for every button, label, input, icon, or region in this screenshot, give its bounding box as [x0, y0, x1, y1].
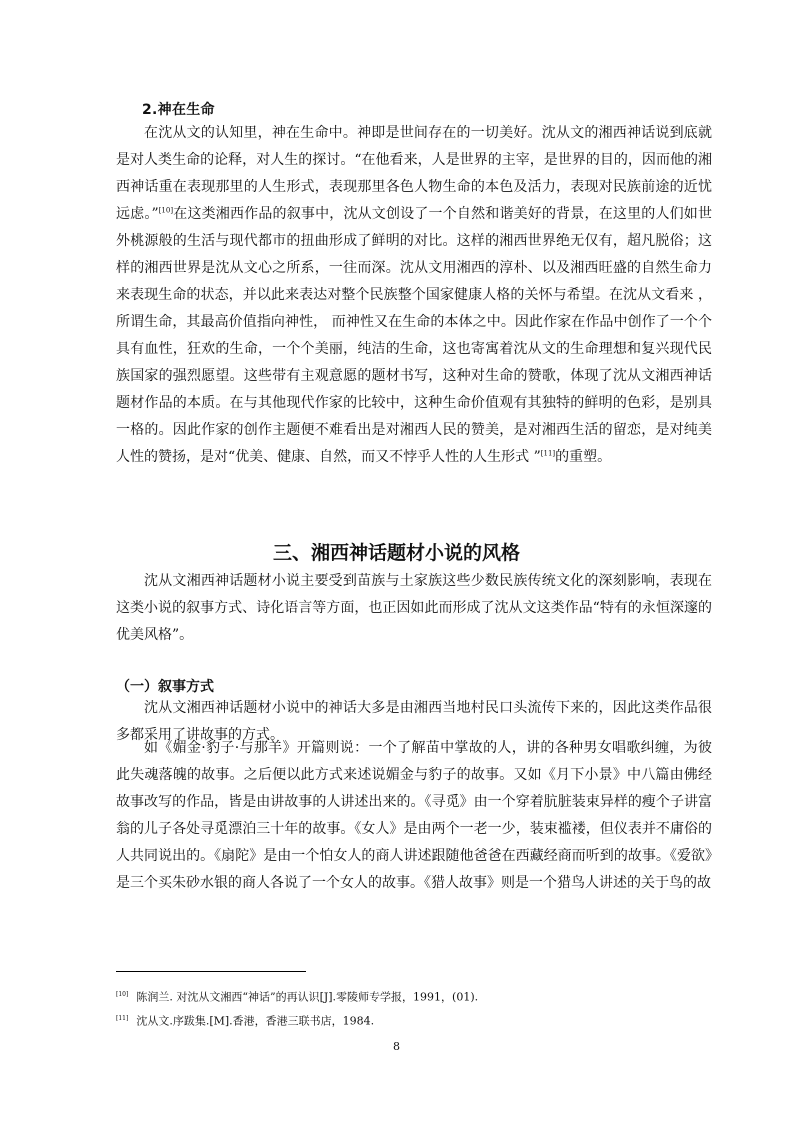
section-3-heading: 三、湘西神话题材小说的风格 — [272, 542, 520, 564]
paragraph-life-divinity — [116, 120, 712, 471]
footnote-separator — [116, 971, 306, 972]
footnote-10 — [116, 988, 478, 1005]
subsection-narrative-heading: （一）叙事方式 — [116, 679, 214, 695]
footnote-11 — [116, 1012, 374, 1029]
paragraph-narrative-examples: 如《媚金·豹子·与那羊》开篇则说：一个了解苗中掌故的人，讲的各种男女唱歌纠缠，为彼此失魂落魄的故事。之后便以此方式来述说媚金与豹子的故事。又如《月下小景》中八篇由佛经故事改写的作品，皆是由讲故事的人讲述出来的。《寻觅》由一个穿着肮脏装束异样的瘦个子讲富翁的儿子各处寻觅漂泊三十年的故事。《女人》是由两个一老一少，装束褴褛，但仪表并不庸俗的人共同说出的。《扇陀》是由一个怕女人的商人讲述跟随他爸爸在西藏经商而听到的故事。《爱欲》是三个买朱砂水银的商人各说了一个女人的故事。《猎人故事》则是一个猎鸟人讲述的关于鸟的故 — [116, 740, 712, 891]
paragraph-text: 在沈从文的认知里，神在生命中。神即是世间存在的一切美好。沈从文的湘西神话说到底就是对人类生命的论释，对人生的探讨。“在他看来，人是世界的主宰，是世界的目的，因而他的湘西神话重在表现那里的人生形式，表现那里各色人物生命的本色及活力，表现对民族前途的近忧远虑。” — [116, 125, 712, 222]
paragraph-text: 在这类湘西作品的叙事中，沈从文创设了一个自然和谐美好的背景，在这里的人们如世外桃源般的生活与现代都市的扭曲形成了鲜明的对比。这样的湘西世界绝无仅有，超凡脱俗；这样的湘西世界是沈从文心之所系，一往而深。沈从文用湘西的淳朴、以及湘西旺盛的自然生命力来表现生命的状态，并以此来表达对整个民族整个国家健康人格的关怀与希望。在沈从文看来 ，所谓生命，其最高价值指向神性， 而神性又在生命的本体之中。因此作家在作品中创作了一个个具有血性，狂欢的生命，一个个美丽，纯洁的生命，这也寄寓着沈从文的生命理想和复兴现代民族国家的强烈愿望。这些带有主观意愿的题材书写，这种对生命的赞歌，体现了沈从文湘西神话题材作品的本质。在与其他现代作家的比较中，这种生命价值观有其独特的鲜明的色彩，是别具一格的。因此作家的创作主题便不难看出是对湘西人民的赞美，是对湘西生活的留恋，是对纯美人性的赞扬，是对“优美、健康、自然，而又不悖乎人性的人生形式 ” — [116, 206, 712, 465]
citation-ref-10: [10] — [158, 206, 174, 215]
page-number: 8 — [393, 1040, 400, 1053]
citation-ref-11: [11] — [540, 449, 556, 458]
paragraph-narrative-intro: 沈从文湘西神话题材小说中的神话大多是由湘西当地村民口头流传下来的，因此这类作品很多都采用了讲故事的方式。 — [116, 700, 712, 743]
paragraph-text: 的重塑。 — [555, 449, 612, 465]
paragraph-style-intro: 沈从文湘西神话题材小说主要受到苗族与土家族这些少数民族传统文化的深刻影响，表现在这类小说的叙事方式、诗化语言等方面，也正因如此而形成了沈从文这类作品“特有的永恒深邃的优美风格”。 — [116, 573, 712, 643]
footnote-text: 沈从文.序跋集.[M].香港，香港三联书店，1984. — [136, 1014, 375, 1028]
section-2-heading: 2.神在生命 — [142, 102, 215, 118]
footnote-mark: [11] — [116, 1015, 129, 1022]
footnote-text: 陈润兰. 对沈从文湘西“神话”的再认识[J].零陵师专学报，1991，(01). — [136, 990, 479, 1004]
footnote-mark: [10] — [116, 991, 129, 998]
